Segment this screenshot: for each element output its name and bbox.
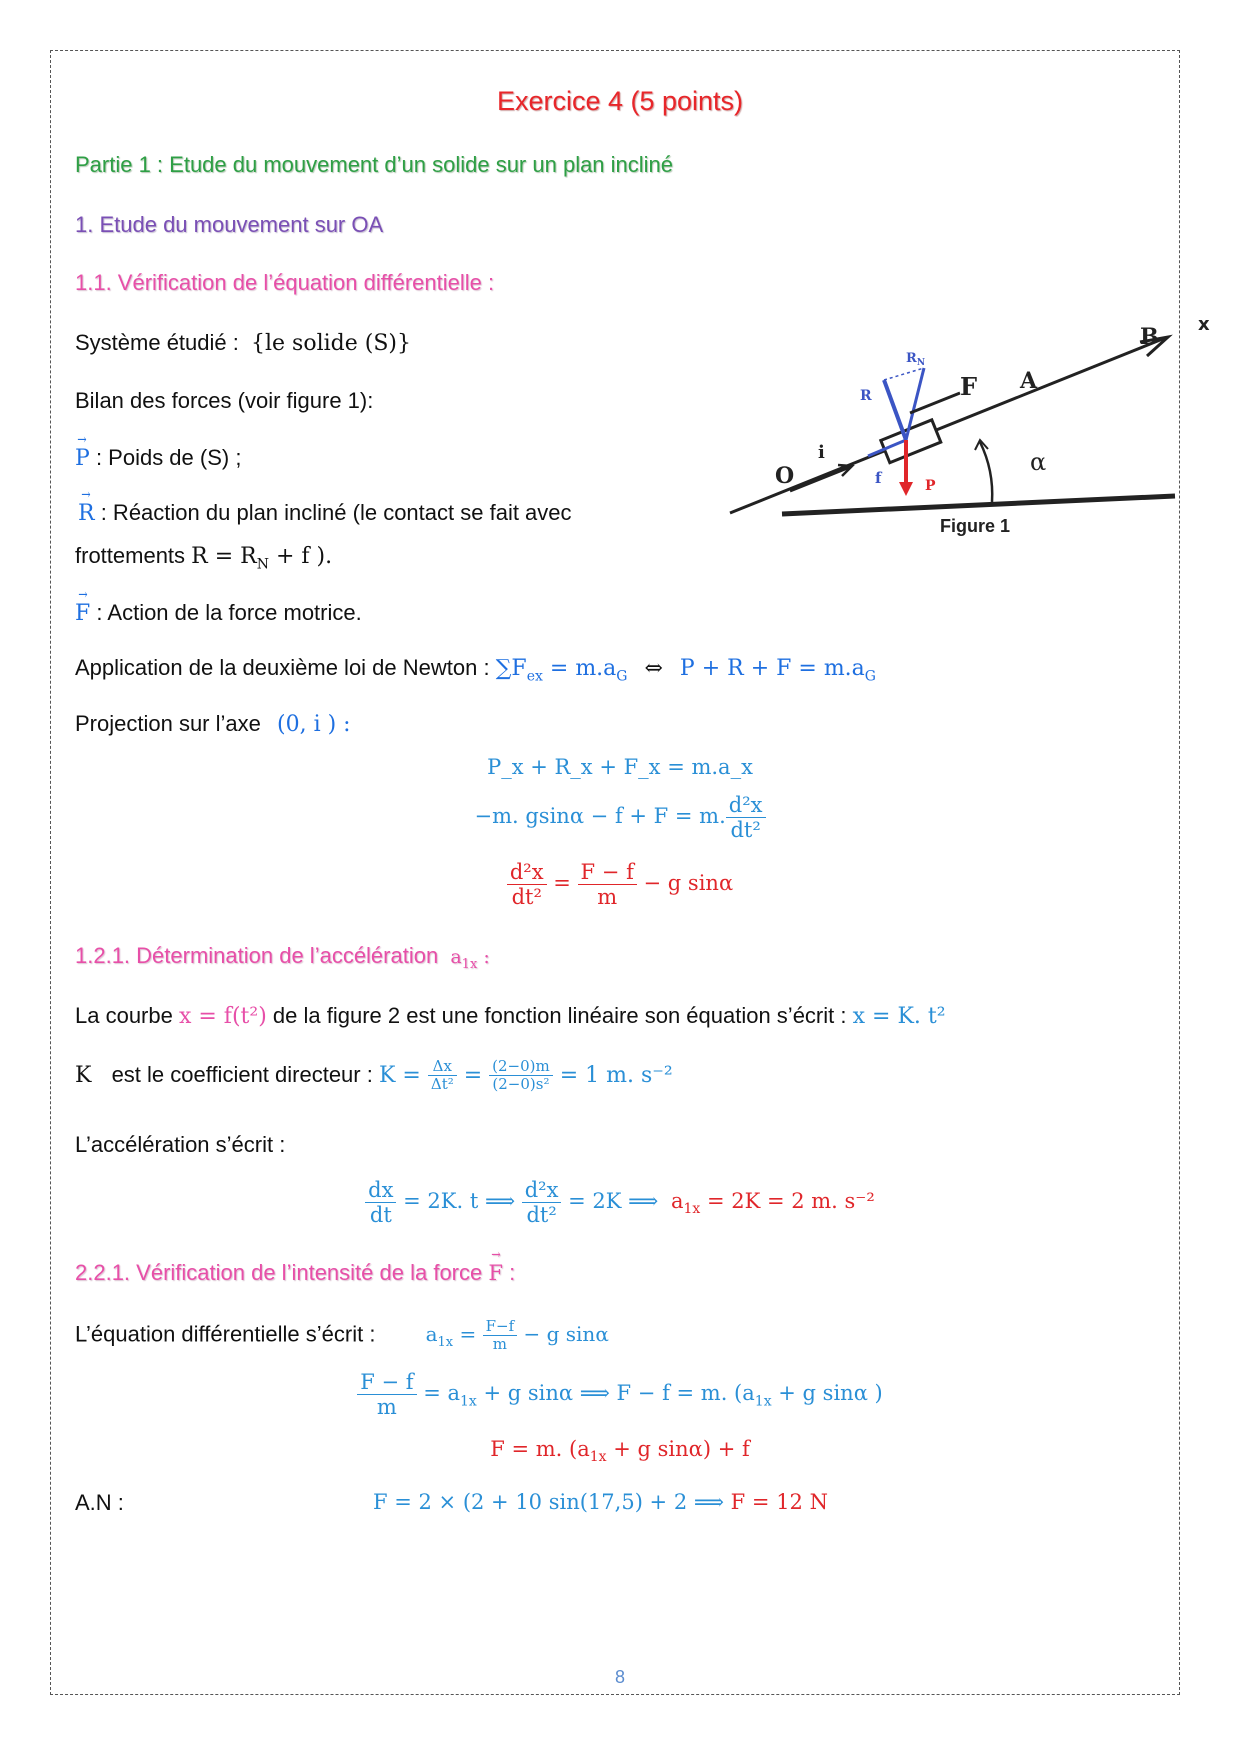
vector-R-arrow <box>884 380 906 440</box>
unit-vector-i <box>790 467 850 491</box>
force-R-text-2: frottements <box>75 543 186 568</box>
label-i: i <box>818 442 825 463</box>
section-heading-1-2-1: 1.2.1. Détermination de l’accélération $a_{1x}$ : <box>75 943 490 972</box>
force-F-text: : Action de la force motrice. <box>96 600 362 625</box>
vector-P-symbol: → P <box>75 446 90 471</box>
label-B: B <box>1140 324 1159 350</box>
an-equation: F = 2 × (2 + 10 sin(17,5) + 2 ⟹ F = 12 N <box>373 1490 828 1514</box>
label-alpha: α <box>1030 448 1047 476</box>
systeme-line <box>75 330 411 356</box>
equation-differential: $\frac{\text{d²x}}{\text{dt²}}$ = $\frac{F - f}{m}$ − g sinα <box>0 860 1240 909</box>
angle-arc <box>980 442 992 502</box>
equation-force-rearranged: $\frac{F - f}{m}$ = $a_{1x} + g$ sinα ⟹ F − f = m. ($a_{1x} + g$ sinα ) <box>0 1370 1240 1419</box>
systeme-label: Système étudié : <box>75 330 239 355</box>
page-number: 8 <box>614 1667 625 1687</box>
newton-equation: $\sum F_{ex} = m.a_G$ ⇔ $P + R + F = m.a_G$ <box>495 656 876 685</box>
eqdiff-line: L’équation différentielle s’écrit : $a_{1x}$ = $\frac{F-f}{m}$ − g sinα <box>75 1317 609 1354</box>
equation-projection-text: P_x + R_x + F_x = m.a_x <box>487 755 753 779</box>
equation-newton-x: −m. gsinα − f + F = m. $\frac{\text{d²x}}{\text{dt²}}$ <box>0 793 1240 842</box>
label-RN: $R_N$ <box>906 351 926 368</box>
label-x: x <box>1198 314 1210 335</box>
label-A: A <box>1020 368 1038 394</box>
K-equation: K = $\frac{\Delta x}{\text{Δt²}}$ = $\frac{(2-0)m}{\text{(2−0)s²}}$ = 1 m. s⁻² <box>378 1057 673 1094</box>
force-F-line <box>75 600 362 626</box>
courbe-equation: x = K. t² <box>852 1004 946 1029</box>
equation-acceleration: $\frac{dx}{dt}$ = 2K. t ⟹ $\frac{\text{d²x}}{\text{dt²}}$ = 2K ⟹ $a_{1x} = 2K = 2$ m. s⁻² <box>0 1178 1240 1227</box>
systeme-value: {le solide (S)} <box>251 331 411 356</box>
label-R: R <box>860 388 872 404</box>
K-line: K est le coefficient directeur : K = $\frac{\Delta x}{\text{Δt²}}$ = $\frac{(2-0)m}{\text{(2−0)s²}}$ = 1 m. s⁻² <box>75 1057 673 1094</box>
label-f: f <box>875 469 882 487</box>
section-heading-2-2-1: 2.2.1. Vérification de l’intensité de la force → F : <box>75 1260 515 1286</box>
vector-R-symbol: → R <box>78 501 95 526</box>
an-label: A.N : <box>75 1490 124 1515</box>
courbe-symbol: x = f(t²) <box>178 1004 267 1029</box>
section-heading-1: 1. Etude du mouvement sur OA <box>75 212 384 237</box>
vector-F-symbol: → F <box>75 601 90 626</box>
force-P-line <box>75 445 241 471</box>
courbe-line: La courbe x = f(t²) de la figure 2 est une fonction linéaire son équation s’écrit : x = K. t² <box>75 1003 946 1029</box>
equation-projection <box>0 755 1240 779</box>
projection-label: Projection sur l’axe <box>75 711 261 736</box>
ground-line <box>782 496 1175 514</box>
bilan-text: Bilan des forces (voir figure 1): <box>75 388 374 413</box>
figure-1-diagram <box>720 310 1220 550</box>
projection-axis: (0, i ) : <box>277 712 351 737</box>
force-R-text: : Réaction du plan incliné (le contact se fait avec <box>100 500 572 525</box>
acceleration-label: L’accélération s’écrit : <box>75 1132 286 1157</box>
figure-caption: Figure 1 <box>940 516 1011 536</box>
axis-line <box>730 338 1165 513</box>
label-F: F <box>960 372 978 401</box>
label-O: O <box>775 463 795 489</box>
newton-line <box>75 655 876 684</box>
force-R-line <box>78 500 572 526</box>
label-P: P <box>925 478 936 494</box>
force-P-text: : Poids de (S) ; <box>95 445 242 470</box>
exercise-title: Exercice 4 (5 points) <box>496 86 744 116</box>
partie-heading: Partie 1 : Etude du mouvement d’un solide sur un plan incliné <box>75 152 674 177</box>
projection-line <box>75 711 351 737</box>
section-heading-1-1: 1.1. Vérification de l’équation différentielle : <box>75 270 495 295</box>
eqdiff-equation: $a_{1x}$ = $\frac{F-f}{m}$ − g sinα <box>425 1317 609 1354</box>
force-R-equation: $R = R_N + f$ ). <box>191 544 333 573</box>
force-R-line-2 <box>75 543 332 572</box>
newton-label: Application de la deuxième loi de Newton : <box>75 655 490 680</box>
an-result: F = 12 N <box>730 1490 828 1514</box>
equation-force-expression: F = m. ($a_{1x} + g$ sinα) + f <box>490 1437 750 1466</box>
